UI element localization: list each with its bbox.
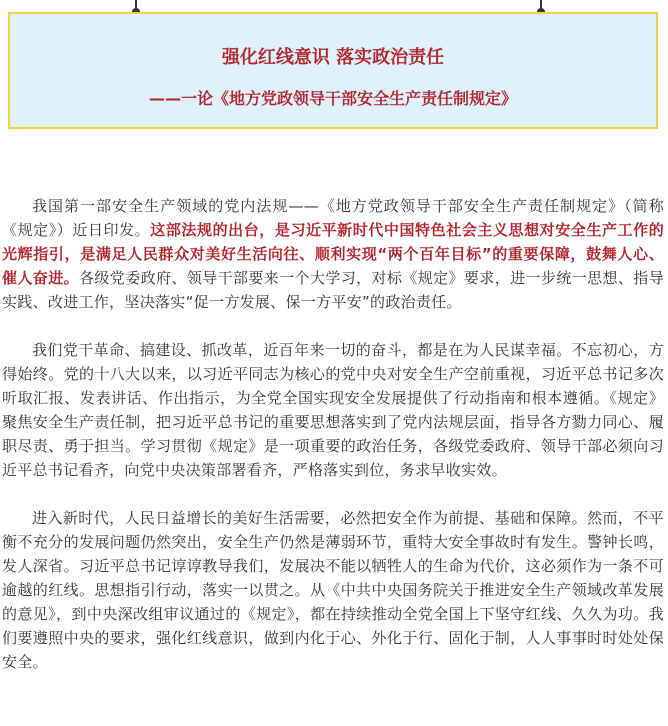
paragraph-2: 我们党干革命、搞建设、抓改革，近百年来一切的奋斗，都是在为人民谋幸福。不忘初心，方得始终。党的十八大以来，以习近平同志为核心的党中央对安全生产空前重视，习近平总书记多次听取汇报、发表讲话、作出指示，为全党全国实现安全发展提供了行动指南和根本遵循。《规定》聚焦安全生产责任制，把习近平总书记的重要思想落实到了党内法规层面，指导各方勠力同心、履职尽责、勇于担当。学习贯彻《规定》是一项重要的政治任务，各级党委政府、领导干部必须向习近平总书记看齐，向党中央决策部署看齐，严格落实到位，务求早收实效。 <box>2 341 664 479</box>
article-subtitle: ——一论《地方党政领导干部安全生产责任制规定》 <box>148 89 517 108</box>
hanger-pin-left <box>135 0 137 12</box>
paragraph-1 <box>2 194 664 314</box>
paragraph-3: 进入新时代，人民日益增长的美好生活需要，必然把安全作为前提、基础和保障。然而，不平衡不充分的发展问题仍然突出，安全生产仍然是薄弱环节，重特大安全事故时有发生。警钟长鸣，发人深省。习近平总书记谆谆教导我们，发展决不能以牺牲人的生命为代价，这必须作为一条不可逾越的红线。思想指引行动，落实一以贯之。从《中共中央国务院关于推进安全生产领域改革发展的意见》，到中央深改组审议通过的《规定》，都在持续推动全党全国上下坚守红线、久久为功。我们要遵照中央的要求，强化红线意识，做到内化于心、外化于行、固化于制，人人事事时时处处保安全。 <box>2 509 664 671</box>
article-title: 强化红线意识 落实政治责任 <box>221 47 445 68</box>
hanger-pin-right <box>540 0 542 12</box>
paragraph-1-intro: 我国第一部安全生产领域的党内法规——《地方党政领导干部安全生产责任制规定》（简称《规定》）近日印发。 <box>2 197 664 239</box>
title-banner <box>8 12 658 129</box>
paragraph-1-highlight: 这部法规的出台，是习近平新时代中国特色社会主义思想对安全生产工作的光辉指引，是满足人民群众对美好生活向往、顺利实现“两个百年目标”的重要保障，鼓舞人心、催人奋进。 <box>2 221 664 287</box>
paragraph-1-rest: 各级党委政府、领导干部要来一个大学习，对标《规定》要求，进一步统一思想、指导实践、改进工作，坚决落实“促一方发展、保一方平安”的政治责任。 <box>2 269 664 311</box>
article-body <box>2 194 664 674</box>
